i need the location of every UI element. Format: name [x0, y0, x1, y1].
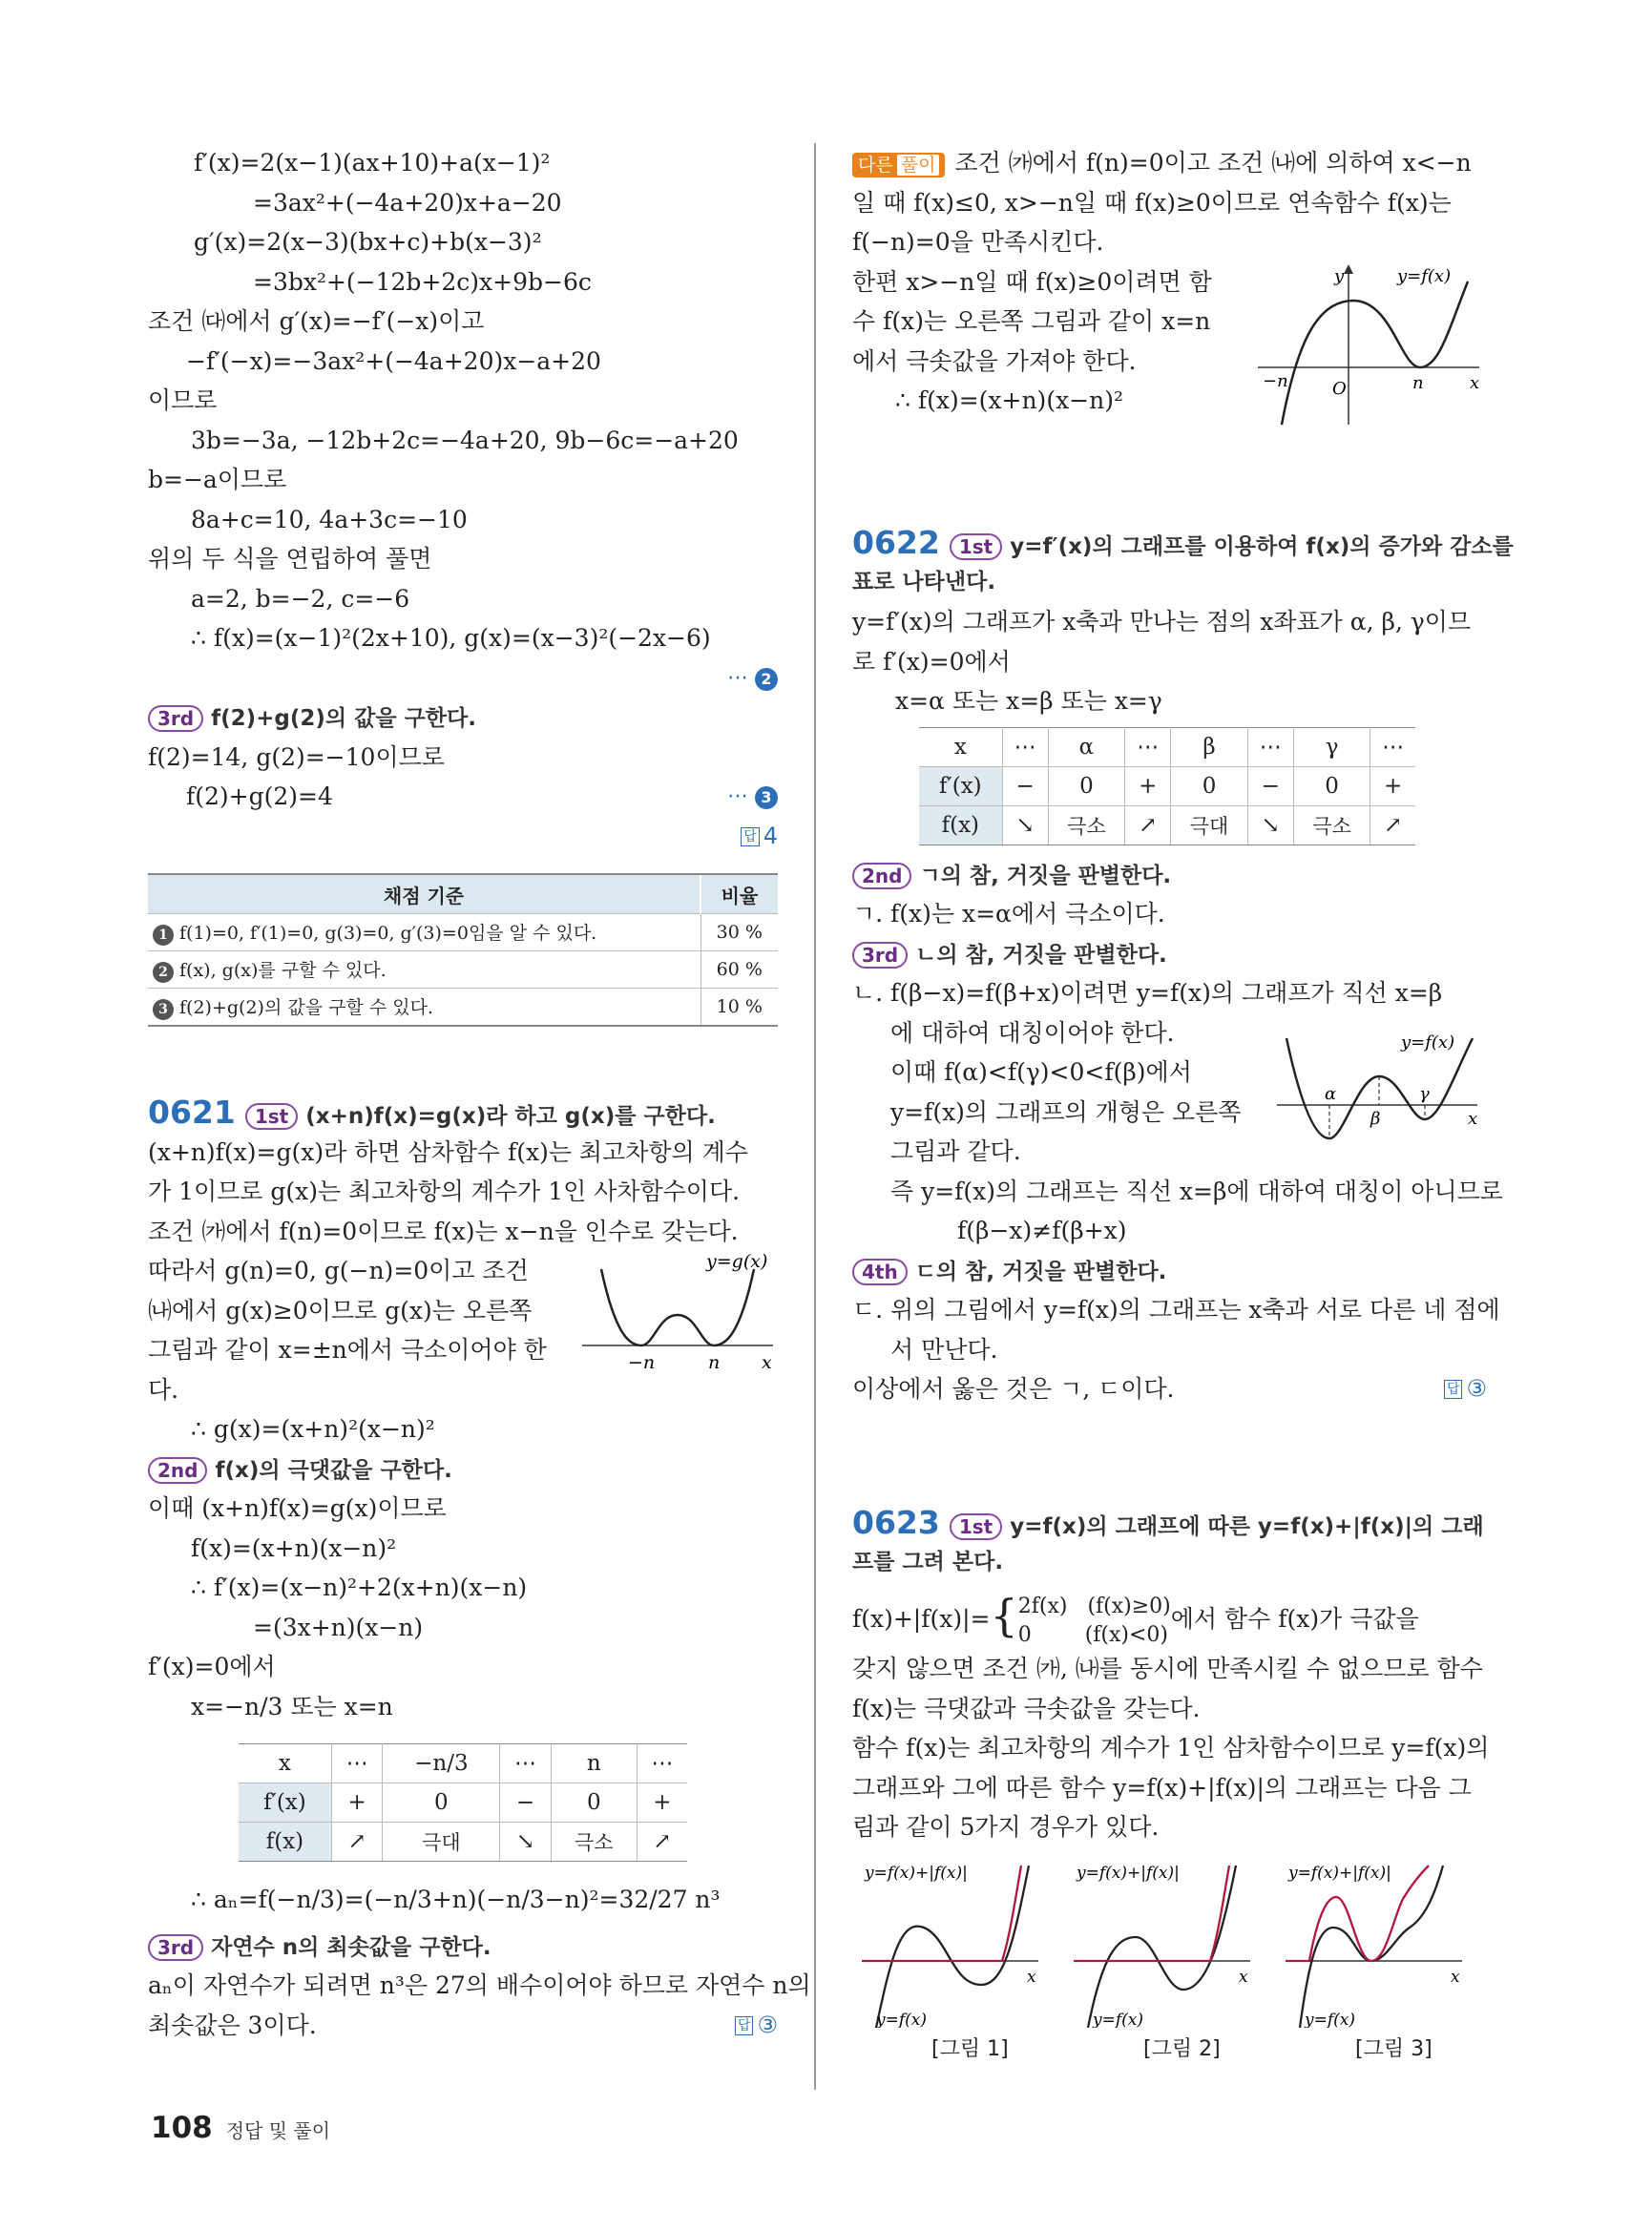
text-line: 다른 풀이 조건 ㈎에서 f(n)=0이고 조건 ㈏에 의하여 x<−n: [852, 143, 1487, 183]
text-line: b=−a이므로: [148, 466, 287, 493]
text-line: ㄱ. f(x)는 x=α에서 극소이다.: [852, 900, 1165, 928]
eq-line: =3ax²+(−4a+20)x+a−20: [253, 188, 562, 217]
figure-caption: [그림 3]: [1355, 2037, 1432, 2061]
text-line: 에서 극솟값을 가져야 한다.: [852, 346, 1137, 375]
g-graph: [582, 1250, 783, 1374]
problem-number: 0623: [852, 1504, 940, 1541]
text-line: 한편 x>−n일 때 f(x)≥0이려면 함: [852, 267, 1212, 296]
step-tag: 1st: [950, 533, 1002, 560]
step-text: 자연수 n의 최솟값을 구한다.: [211, 1934, 491, 1960]
text-line: ㄴ. f(β−x)=f(β+x)이려면 y=f(x)의 그래프가 직선 x=β: [852, 979, 1443, 1007]
step-tag: 1st: [245, 1103, 298, 1130]
text-line: 이므로: [148, 386, 218, 414]
svg-text:y=f(x)+|f(x)|: y=f(x)+|f(x)|: [1077, 1864, 1180, 1883]
figure-caption: [그림 1]: [931, 2037, 1009, 2061]
sign-table: x ⋯ α ⋯ β ⋯ γ ⋯ f′(x) − 0 + 0 − 0 + f(x) ↘ 극소 ↗ 극대 ↘ 극소 ↗: [919, 727, 1415, 845]
grading-header-criteria: 채점 기준: [148, 874, 701, 914]
svg-text:n: n: [708, 1352, 721, 1373]
eq-line: g′(x)=2(x−3)(bx+c)+b(x−3)²: [194, 228, 542, 256]
text-line: (x+n)f(x)=g(x)라 하면 삼차함수 f(x)는 최고차항의 계수: [148, 1137, 748, 1166]
svg-text:y: y: [1334, 266, 1345, 286]
step-2-heading: [148, 1449, 778, 1490]
step-3-heading: [852, 934, 1487, 974]
svg-text:−n: −n: [1263, 371, 1288, 391]
text-line: 이때 (x+n)f(x)=g(x)이므로: [148, 1494, 447, 1522]
svg-text:x: x: [762, 1352, 772, 1373]
svg-text:y=f(x): y=f(x): [1093, 2011, 1143, 2028]
svg-text:y=f(x)+|f(x)|: y=f(x)+|f(x)|: [865, 1864, 968, 1883]
step-2-heading: [852, 855, 1487, 895]
svg-text:x: x: [1451, 1968, 1460, 1987]
step-tag: 1st: [950, 1513, 1002, 1540]
page-number: 108: [151, 2111, 213, 2145]
text-line: y=f(x)의 그래프의 개형은 오른쪽: [890, 1097, 1242, 1126]
eq-line: f′(x)=2(x−1)(ax+10)+a(x−1)²: [194, 149, 551, 177]
text-line: 그림과 같다.: [890, 1137, 1021, 1165]
grading-num: 1: [153, 925, 174, 946]
text-line: aₙ이 자연수가 되려면 n³은 27의 배수이어야 하므로 자연수 n의: [148, 1971, 811, 1999]
svg-text:β: β: [1370, 1109, 1381, 1129]
eq-line: ∴ g(x)=(x+n)²(x−n)²: [191, 1415, 435, 1443]
eq-line: x=α 또는 x=β 또는 x=γ: [895, 687, 1162, 715]
text-line: f(−n)=0을 만족시킨다.: [852, 228, 1104, 256]
svg-text:O: O: [1332, 379, 1347, 399]
step-3-heading: [148, 1927, 778, 1967]
text-line: 일 때 f(x)≤0, x>−n일 때 f(x)≥0이므로 연속함수 f(x)는: [852, 188, 1452, 217]
grading-header-rate: 비율: [701, 874, 778, 914]
eq-line: ∴ f(x)=(x+n)(x−n)²: [895, 386, 1123, 414]
eq-line: f(β−x)≠f(β+x): [957, 1217, 1127, 1244]
problem-number: 0622: [852, 524, 940, 561]
text-line: 이때 f(α)<f(γ)<0<f(β)에서: [890, 1058, 1192, 1086]
eq-line: −f′(−x)=−3ax²+(−4a+20)x−a+20: [186, 346, 601, 375]
figure-caption: [그림 2]: [1143, 2037, 1221, 2061]
text-line: 서 만난다.: [890, 1335, 998, 1364]
step-3-heading: [148, 698, 778, 738]
step-4-heading: [852, 1251, 1487, 1291]
text-line: 즉 y=f(x)의 그래프는 직선 x=β에 대하여 대칭이 아니므로: [890, 1177, 1503, 1205]
text-line: f′(x)=0에서: [148, 1653, 276, 1680]
eq-line: =3bx²+(−12b+2c)x+9b−6c: [253, 267, 592, 296]
svg-text:γ: γ: [1419, 1084, 1430, 1104]
svg-text:x: x: [1468, 1109, 1478, 1129]
text-line: 따라서 g(n)=0, g(−n)=0이고 조건: [148, 1257, 529, 1284]
right-column: [852, 143, 1487, 421]
svg-text:x: x: [1027, 1968, 1036, 1987]
figures-row: [857, 1861, 1487, 2061]
step-tag: 2nd: [852, 863, 911, 889]
text-line: 에 대하여 대칭이어야 한다.: [890, 1018, 1175, 1047]
grading-rate: 60 %: [701, 951, 778, 989]
svg-text:y=f(x)+|f(x)|: y=f(x)+|f(x)|: [1288, 1864, 1391, 1883]
problem-heading: [148, 1093, 778, 1133]
eq-line: ∴ f′(x)=(x−n)²+2(x+n)(x−n): [191, 1574, 528, 1601]
text-line: 위의 두 식을 연립하여 풀면: [148, 545, 432, 573]
footer-label: 정답 및 풀이: [225, 2119, 331, 2142]
problem-heading: [852, 1503, 1487, 1543]
graph-label: y=g(x): [706, 1251, 768, 1272]
answer-box-icon: 답: [735, 2016, 754, 2035]
eq-line: ∴ f(x)=(x−1)²(2x+10), g(x)=(x−3)²(−2x−6): [191, 624, 711, 652]
eq-line: f(2)+g(2)=4 ⋯ 3: [148, 777, 778, 817]
problem-0621: [148, 1093, 811, 2045]
svg-text:y=f(x): y=f(x): [876, 2011, 927, 2028]
step-tag: 3rd: [852, 942, 908, 969]
circle-3-icon: 3: [755, 786, 778, 809]
eq-line: 3b=−3a, −12b+2c=−4a+20, 9b−6c=−a+20: [191, 426, 739, 454]
grading-rate: 30 %: [701, 914, 778, 951]
alt-solution-badge: 다른 풀이: [852, 153, 945, 177]
step-text: f(x)의 극댓값을 구한다.: [215, 1457, 452, 1483]
piecewise-line: f(x)+|f(x)|={2f(x) (f(x)≥0) 0 (f(x)<0)에서 함수 f(x)가 극값을: [852, 1590, 1419, 1647]
circle-2-icon: 2: [755, 668, 778, 691]
step-mark: ⋯ 2: [727, 658, 778, 698]
step-tag: 3rd: [148, 705, 203, 732]
text-line: 조건 ㈎에서 f(n)=0이므로 f(x)는 x−n을 인수로 갖는다.: [148, 1217, 739, 1245]
problem-0622: [852, 523, 1514, 1409]
svg-text:y=f(x): y=f(x): [1397, 266, 1452, 286]
answer-row: [148, 817, 778, 857]
text-line: 그림과 같이 x=±n에서 극소이어야 한: [148, 1336, 547, 1364]
grading-row: 3 f(2)+g(2)의 값을 구할 수 있다. 10 %: [148, 989, 778, 1027]
answer-box-icon: 답: [741, 827, 760, 846]
eq-line: f(x)=(x+n)(x−n)²: [191, 1533, 397, 1562]
answer: 답 4: [741, 817, 778, 857]
text-line: 로 f′(x)=0에서: [852, 647, 1011, 676]
eq-line: a=2, b=−2, c=−6: [191, 584, 410, 613]
text-line: y=f′(x)의 그래프가 x축과 만나는 점의 x좌표가 α, β, γ이므: [852, 608, 1472, 636]
grading-row: 1 f(1)=0, f′(1)=0, g(3)=0, g′(3)=0임을 알 수 있다. 30 %: [148, 914, 778, 951]
svg-text:x: x: [1239, 1968, 1248, 1987]
grading-num: 2: [153, 962, 174, 983]
text-line: 이상에서 옳은 것은 ㄱ, ㄷ이다. 답 ③: [852, 1369, 1487, 1409]
text-line: f(x)는 극댓값과 극솟값을 갖는다.: [852, 1694, 1201, 1722]
figure-2: [1069, 1861, 1260, 2028]
step-text: (x+n)f(x)=g(x)라 하고 g(x)를 구한다.: [305, 1104, 716, 1129]
svg-text:n: n: [1412, 373, 1424, 393]
text-line: 다.: [148, 1375, 179, 1404]
step-mark-row: [148, 658, 778, 698]
eq-line: x=−n/3 또는 x=n: [191, 1692, 393, 1720]
step-tag: 4th: [852, 1259, 908, 1285]
text-line: ㈏에서 g(x)≥0이므로 g(x)는 오른쪽: [148, 1296, 533, 1324]
text-line: f(2)=14, g(2)=−10이므로: [148, 742, 445, 771]
svg-text:α: α: [1325, 1084, 1337, 1104]
grading-num: 3: [153, 999, 174, 1020]
answer: 답 ③: [735, 2006, 778, 2046]
left-column: [148, 143, 778, 856]
svg-text:−n: −n: [628, 1352, 656, 1373]
grading-rate: 10 %: [701, 989, 778, 1027]
step-mark: ⋯ 3: [727, 777, 778, 817]
eq-line: 8a+c=10, 4a+3c=−10: [191, 505, 468, 533]
text-line: 조건 ㈐에서 g′(x)=−f′(−x)이고: [148, 307, 485, 335]
svg-text:y=f(x): y=f(x): [1401, 1032, 1455, 1053]
step-tag: 2nd: [148, 1457, 207, 1484]
problem-heading: [852, 523, 1514, 563]
step-text: y=f(x)의 그래프에 따른 y=f(x)+|f(x)|의 그래: [1010, 1514, 1484, 1539]
svg-text:y=f(x): y=f(x): [1305, 2011, 1355, 2028]
answer-box-icon: 답: [1444, 1380, 1463, 1399]
text-line: 그래프와 그에 따른 함수 y=f(x)+|f(x)|의 그래프는 다음 그: [852, 1773, 1472, 1802]
text-line: 갖지 않으면 조건 ㈎, ㈏를 동시에 만족시킬 수 없으므로 함수: [852, 1655, 1483, 1682]
grading-table: [148, 873, 778, 1027]
text-line: 가 1이므로 g(x)는 최고차항의 계수가 1인 사차함수이다.: [148, 1178, 741, 1205]
answer: 답 ③: [1444, 1369, 1487, 1409]
alt-graph: [1258, 262, 1492, 429]
problem-0623: [852, 1503, 1490, 2061]
column-divider: [814, 143, 816, 2090]
step-text: ㄴ의 참, 거짓을 판별한다.: [915, 942, 1167, 968]
quartic-graph: [1272, 1029, 1487, 1157]
step-text: ㄱ의 참, 거짓을 판별한다.: [919, 863, 1172, 888]
eq-line: =(3x+n)(x−n): [253, 1613, 424, 1641]
step-tag: 3rd: [148, 1934, 203, 1961]
figure-3: [1281, 1861, 1472, 2028]
result-line: ∴ aₙ=f(−n/3)=(−n/3+n)(−n/3−n)²=32/27 n³: [191, 1885, 721, 1913]
sign-table: x ⋯ −n/3 ⋯ n ⋯ f′(x) + 0 − 0 + f(x) ↗ 극대 ↘ 극소 ↗: [239, 1743, 687, 1862]
figure-1: [857, 1861, 1048, 2028]
grading-row: 2 f(x), g(x)를 구할 수 있다. 60 %: [148, 951, 778, 989]
text-line: 수 f(x)는 오른쪽 그림과 같이 x=n: [852, 307, 1211, 335]
text-line: 림과 같이 5가지 경우가 있다.: [852, 1813, 1160, 1841]
step-text-cont: 표로 나타낸다.: [852, 569, 996, 594]
step-text: f(2)+g(2)의 값을 구한다.: [211, 706, 476, 731]
text-line: 함수 f(x)는 최고차항의 계수가 1인 삼차함수이므로 y=f(x)의: [852, 1734, 1490, 1762]
step-text: ㄷ의 참, 거짓을 판별한다.: [914, 1259, 1167, 1284]
step-text: y=f′(x)의 그래프를 이용하여 f(x)의 증가와 감소를: [1010, 534, 1514, 559]
step-text-cont: 프를 그려 본다.: [852, 1549, 1004, 1574]
text-line: 최솟값은 3이다. 답 ③: [148, 2006, 778, 2046]
text-line: ㄷ. 위의 그림에서 y=f(x)의 그래프는 x축과 서로 다른 네 점에: [852, 1296, 1500, 1324]
svg-text:x: x: [1470, 373, 1480, 393]
problem-number: 0621: [148, 1094, 236, 1131]
page-footer: [151, 2111, 330, 2145]
